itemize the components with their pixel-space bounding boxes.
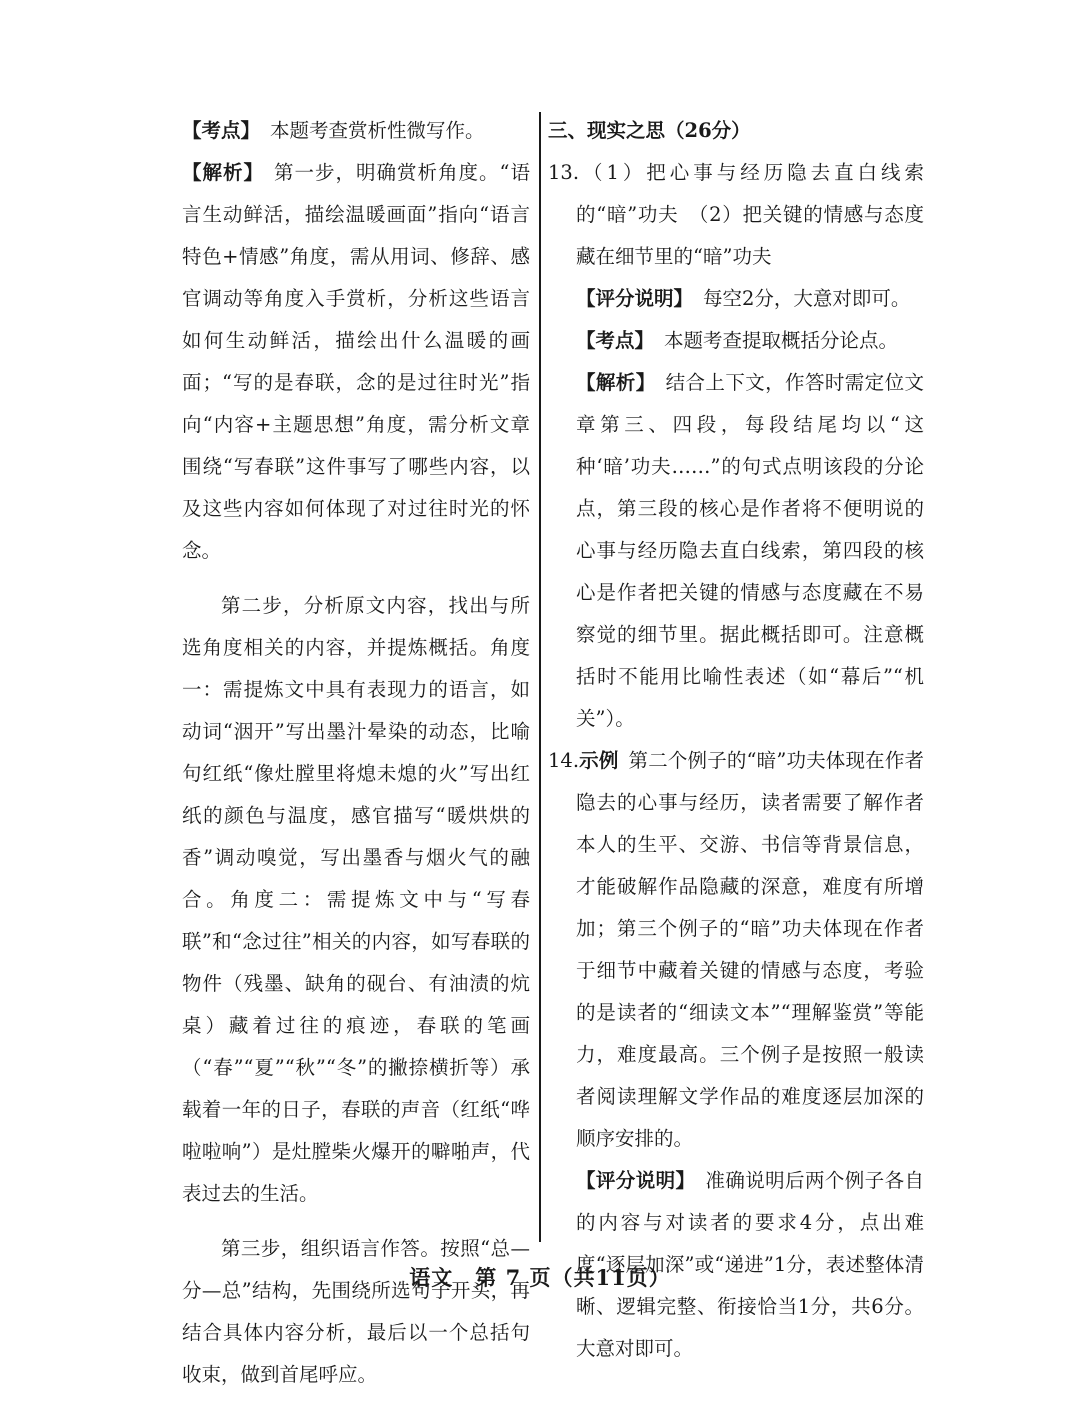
step2-paragraph: 第二步，分析原文内容，找出与所选角度相关的内容，并提炼概括。角度一：需提炼文中具有表现力的语言，如动词“洇开”写出墨汁晕染的动态，比喻句红纸“像灶膛里将熄未熄的火”写出红纸的颜色与温度，感官描写“暖烘烘的香”调动嗅觉，写出墨香与烟火气的融合。角度二：需提炼文中与“写春联”和“念过往”相关的内容，如写春联的物件（残墨、缺角的砚台、有油渍的炕桌）藏着过往的痕迹，春联的笔画（“春”“夏”“秋”“冬”的撇捺横折等）承载着一年的日子，春联的声音（红纸“哗啦啦响”）是灶膛柴火爆开的噼啪声，代表过去的生活。	[182, 594, 530, 1205]
question-14-text: 第二个例子的“暗”功夫体现在作者隐去的心事与经历，读者需要了解作者本人的生平、交游、书信等背景信息，才能破解作品隐藏的深意，难度有所增加；第三个例子的“暗”功夫体现在作者于细节中藏着关键的情感与态度，考验的是读者的“细读文本”“理解鉴赏”等能力，难度最高。三个例子是按照一般读者阅读理解文学作品的难度逐层加深的顺序安排的。	[576, 749, 924, 1150]
section-title: 三、现实之思（26分）	[548, 119, 751, 142]
left-column	[182, 110, 530, 1396]
question-13-number: 13.	[548, 161, 580, 184]
q13-scoring-note	[548, 278, 924, 320]
jiexi-paragraph	[182, 152, 530, 572]
q14-scoring-tag: 【评分说明】	[576, 1169, 696, 1192]
jiexi-text: 第一步，明确赏析角度。“语言生动鲜活，描绘温暖画面”指向“语言特色+情感”角度，需从用词、修辞、感官调动等角度入手赏析，分析这些语言如何生动鲜活，描绘出什么温暖的画面；“写的是春联，念的是过往时光”指向“内容+主题思想”角度，需分析文章围绕“写春联”这件事写了哪些内容，以及这些内容如何体现了对过往时光的怀念。	[182, 161, 530, 562]
question-13-text: （1）把心事与经历隐去直白线索的“暗”功夫 （2）把关键的情感与态度藏在细节里的“暗”功夫	[576, 161, 924, 268]
column-divider	[539, 112, 541, 1242]
q13-kaodian	[548, 320, 924, 362]
q14-scoring-text: 准确说明后两个例子各自的内容与对读者的要求4分，点出难度“逐层加深”或“递进”1分，表述整体清晰、逻辑完整、衔接恰当1分，共6分。大意对即可。	[576, 1169, 924, 1360]
q13-scoring-text: 每空2分，大意对即可。	[703, 287, 911, 310]
right-column	[548, 110, 924, 1370]
q13-scoring-tag: 【评分说明】	[576, 287, 694, 310]
q13-jiexi-text: 结合上下文，作答时需定位文章第三、四段，每段结尾均以“这种‘暗’功夫……”的句式点明该段的分论点，第三段的核心是作者将不便明说的心事与经历隐去直白线索，第四段的核心是作者把关键的情感与态度藏在不易察觉的细节里。据此概括即可。注意概括时不能用比喻性表述（如“幕后”“机关”）。	[576, 371, 924, 730]
kaodian-text: 本题考查赏析性微写作。	[270, 119, 485, 142]
q13-jiexi-tag: 【解析】	[576, 371, 656, 394]
question-14-label: 示例	[579, 749, 619, 772]
jiexi-tag: 【解析】	[182, 161, 265, 184]
kaodian-paragraph	[182, 110, 530, 152]
q13-kaodian-tag: 【考点】	[576, 329, 655, 352]
q13-jiexi	[548, 362, 924, 740]
question-14-number: 14.	[548, 749, 580, 772]
step3-paragraph: 第三步，组织语言作答。按照“总—分—总”结构，先围绕所选句子开头，再结合具体内容分析，最后以一个总括句收束，做到首尾呼应。	[182, 1237, 530, 1386]
question-13-answer	[548, 152, 924, 278]
page-footer: 语文 第 7 页（共11页）	[409, 1265, 671, 1290]
question-14-answer	[548, 740, 924, 1160]
q13-kaodian-text: 本题考查提取概括分论点。	[664, 329, 899, 352]
kaodian-tag: 【考点】	[182, 119, 261, 142]
